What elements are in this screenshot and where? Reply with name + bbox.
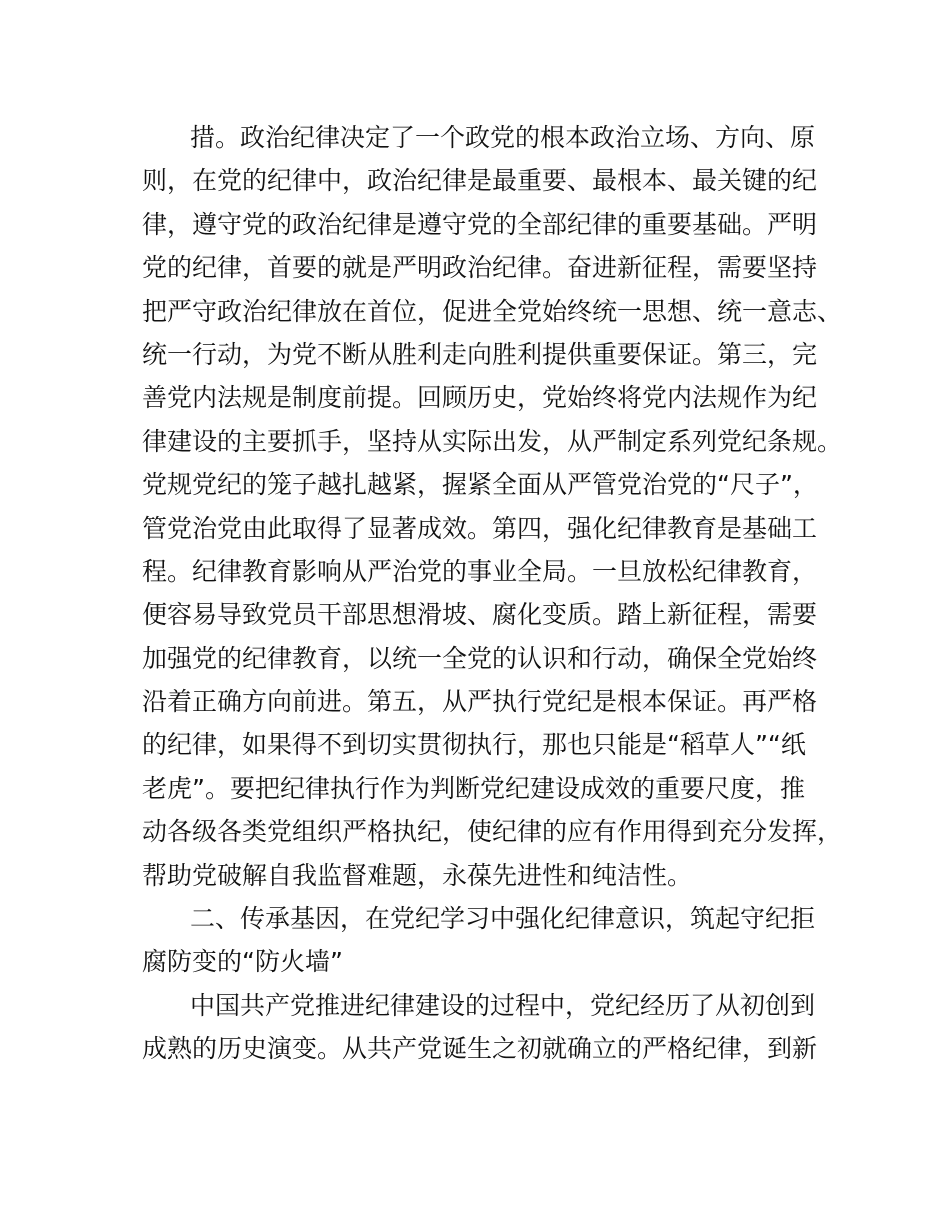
text-line: 律，遵守党的政治纪律是遵守党的全部纪律的重要基础。严明 [142, 209, 818, 239]
text-line: 老虎”。要把纪律执行作为判断党纪建设成效的重要尺度，推 [142, 773, 805, 803]
text-line: 党规党纪的笼子越扎越紧，握紧全面从严管党治党的“尺子”， [142, 470, 818, 500]
paragraph-continuation [142, 116, 843, 897]
text-line: 则，在党的纪律中，政治纪律是最重要、最根本、最关键的纪 [142, 166, 818, 196]
text-line: 沿着正确方向前进。第五，从严执行党纪是根本保证。再严格 [142, 687, 818, 717]
text-line: 程。纪律教育影响从严治党的事业全局。一旦放松纪律教育， [142, 556, 818, 586]
text-line: 管党治党由此取得了显著成效。第四，强化纪律教育是基础工 [142, 513, 818, 543]
text-line: 动各级各类党组织严格执纪，使纪律的应有作用得到充分发挥， [142, 817, 843, 847]
paragraph [142, 984, 832, 1071]
text-line: 善党内法规是制度前提。回顾历史，党始终将党内法规作为纪 [142, 383, 818, 413]
text-line: 党的纪律，首要的就是严明政治纪律。奋进新征程，需要坚持 [142, 253, 818, 283]
text-line: 成熟的历史演变。从共产党诞生之初就确立的严格纪律，到新 [142, 1034, 818, 1064]
text-line: 律建设的主要抓手，坚持从实际出发，从严制定系列党纪条规。 [142, 426, 843, 456]
text-line: 的纪律，如果得不到切实贯彻执行，那也只能是“稻草人”“纸 [142, 730, 806, 760]
heading-line: 二、传承基因，在党纪学习中强化纪律意识，筑起守纪拒 [190, 904, 816, 934]
text-line: 加强党的纪律教育，以统一全党的认识和行动，确保全党始终 [142, 643, 818, 673]
text-line: 统一行动，为党不断从胜利走向胜利提供重要保证。第三，完 [142, 339, 818, 369]
text-line: 帮助党破解自我监督难题，永葆先进性和纯洁性。 [142, 860, 693, 890]
text-line: 便容易导致党员干部思想滑坡、腐化变质。踏上新征程，需要 [142, 600, 818, 630]
text-line: 措。政治纪律决定了一个政党的根本政治立场、方向、原 [190, 123, 816, 152]
text-line: 中国共产党推进纪律建设的过程中，党纪经历了从初创到 [190, 990, 816, 1020]
section-heading [142, 897, 832, 984]
text-line: 把严守政治纪律放在首位，促进全党始终统一思想、统一意志、 [142, 296, 843, 326]
heading-line: 腐防变的“防火墙” [142, 947, 343, 977]
document-body [142, 116, 843, 1071]
